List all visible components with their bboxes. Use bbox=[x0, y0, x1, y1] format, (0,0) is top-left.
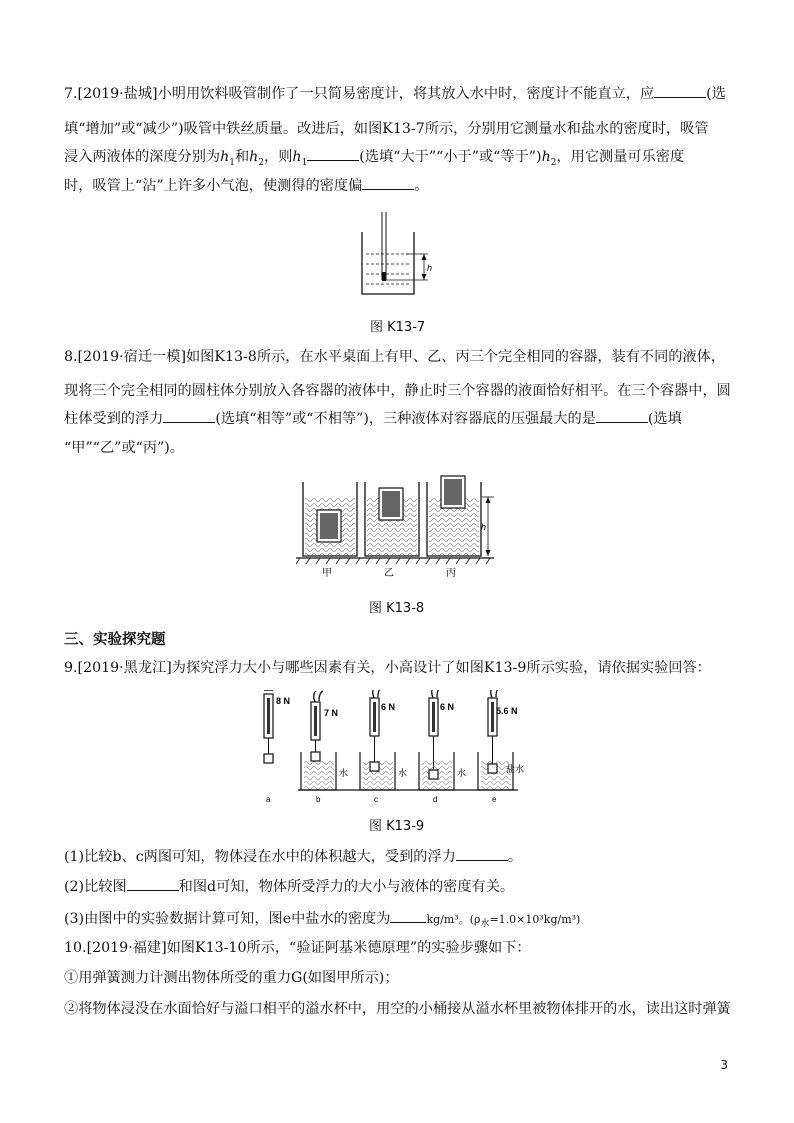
q7-line4: 时，吸管上“沾”上许多小气泡，使测得的密度偏 。 bbox=[64, 172, 732, 201]
figure-k13-7 bbox=[354, 210, 444, 300]
q8-line1: 8.[2019·宿迁一模]如图K13-8所示，在水平桌面上有甲、乙、丙三个完全相同的容器，装有不同的液体， bbox=[64, 349, 726, 365]
q10-step1: ①用弹簧测力计测出物体所受的重力G(如图甲所示)； bbox=[64, 970, 399, 986]
reading-a: 8 N bbox=[276, 696, 291, 706]
label-e: e bbox=[492, 795, 497, 804]
label-a: a bbox=[266, 795, 271, 804]
page-number: 3 bbox=[720, 1058, 728, 1072]
answer-blank[interactable] bbox=[456, 846, 508, 861]
q7-line2: 填“增加”或“减少”)吸管中铁丝质量。改进后，如图K13-7所示，分别用它测量水和盐水的密度时，吸管 bbox=[64, 121, 709, 137]
answer-blank[interactable] bbox=[307, 146, 359, 161]
q7-line3: 浸入两液体的深度分别为$h_1$和$h_2$，则$h_1$ (选填“大于”“小于”或“等于$”)h_2$，用它测量可乐密度 bbox=[64, 143, 732, 177]
answer-blank[interactable] bbox=[127, 876, 179, 891]
q9-part3: (3)由图中的实验数据计算可知，图e中盐水的密度为 kg/m³。$(\rho_水=1.0\times 10^3kg/m^3)$ bbox=[64, 905, 732, 939]
reading-e: 5.6 N bbox=[496, 706, 518, 716]
answer-blank[interactable] bbox=[163, 408, 215, 423]
figure-caption: 图 K13-8 bbox=[369, 601, 425, 616]
q9-part2: (2)比较图 和图d可知，物体所受浮力的大小与液体的密度有关。 bbox=[64, 873, 732, 902]
q9-part1: (1)比较b、c两图可知，物体浸在水中的体积越大，受到的浮力 。 bbox=[64, 843, 732, 872]
reading-c: 6 N bbox=[381, 702, 396, 712]
label-jia: 甲 bbox=[322, 568, 332, 579]
liquid-b: 水 bbox=[339, 768, 349, 778]
answer-blank[interactable] bbox=[362, 175, 414, 190]
h-label: h bbox=[481, 522, 487, 532]
answer-blank[interactable] bbox=[390, 908, 426, 923]
figure-k13-8 bbox=[296, 472, 516, 582]
reading-d: 6 N bbox=[440, 702, 455, 712]
figure-k13-9 bbox=[256, 690, 536, 810]
figure-caption: 图 K13-7 bbox=[370, 320, 426, 335]
liquid-d: 水 bbox=[457, 768, 467, 778]
q10-step2: ②将物体浸没在水面恰好与溢口相平的溢水杯中，用空的小桶接从溢水杯里被物体排开的水，读出这时弹簧 bbox=[64, 1001, 731, 1017]
figure-caption: 图 K13-9 bbox=[369, 819, 425, 834]
q7-line1: 7.[2019·盐城]小明用饮料吸管制作了一只简易密度计，将其放入水中时，密度计不能直立，应 (选 bbox=[64, 80, 732, 109]
q8-line3: 柱体受到的浮力 (选填“相等”或“不相等”)，三种液体对容器底的压强最大的是 (选填 bbox=[64, 405, 732, 434]
answer-blank[interactable] bbox=[654, 83, 706, 98]
q8-line2: 现将三个完全相同的圆柱体分别放入各容器的液体中，静止时三个容器的液面恰好相平。在三个容器中，圆 bbox=[64, 383, 731, 399]
label-c: c bbox=[374, 795, 378, 804]
label-bing: 丙 bbox=[446, 568, 456, 579]
q10-intro: 10.[2019·福建]如图K13-10所示，“验证阿基米德原理”的实验步骤如下： bbox=[64, 940, 531, 956]
section-title: 三、实验探究题 bbox=[64, 632, 166, 648]
answer-blank[interactable] bbox=[596, 408, 648, 423]
label-d: d bbox=[433, 795, 438, 804]
liquid-e: 盐水 bbox=[506, 764, 525, 774]
reading-b: 7 N bbox=[324, 708, 339, 718]
q9-intro: 9.[2019·黑龙江]为探究浮力大小与哪些因素有关，小高设计了如图K13-9所示实验，请依据实验回答： bbox=[64, 660, 711, 676]
liquid-c: 水 bbox=[398, 768, 408, 778]
h-label: h bbox=[427, 263, 433, 273]
label-b: b bbox=[316, 795, 321, 804]
q8-line4: “甲”“乙”或“丙”)。 bbox=[64, 440, 184, 456]
label-yi: 乙 bbox=[384, 568, 394, 579]
